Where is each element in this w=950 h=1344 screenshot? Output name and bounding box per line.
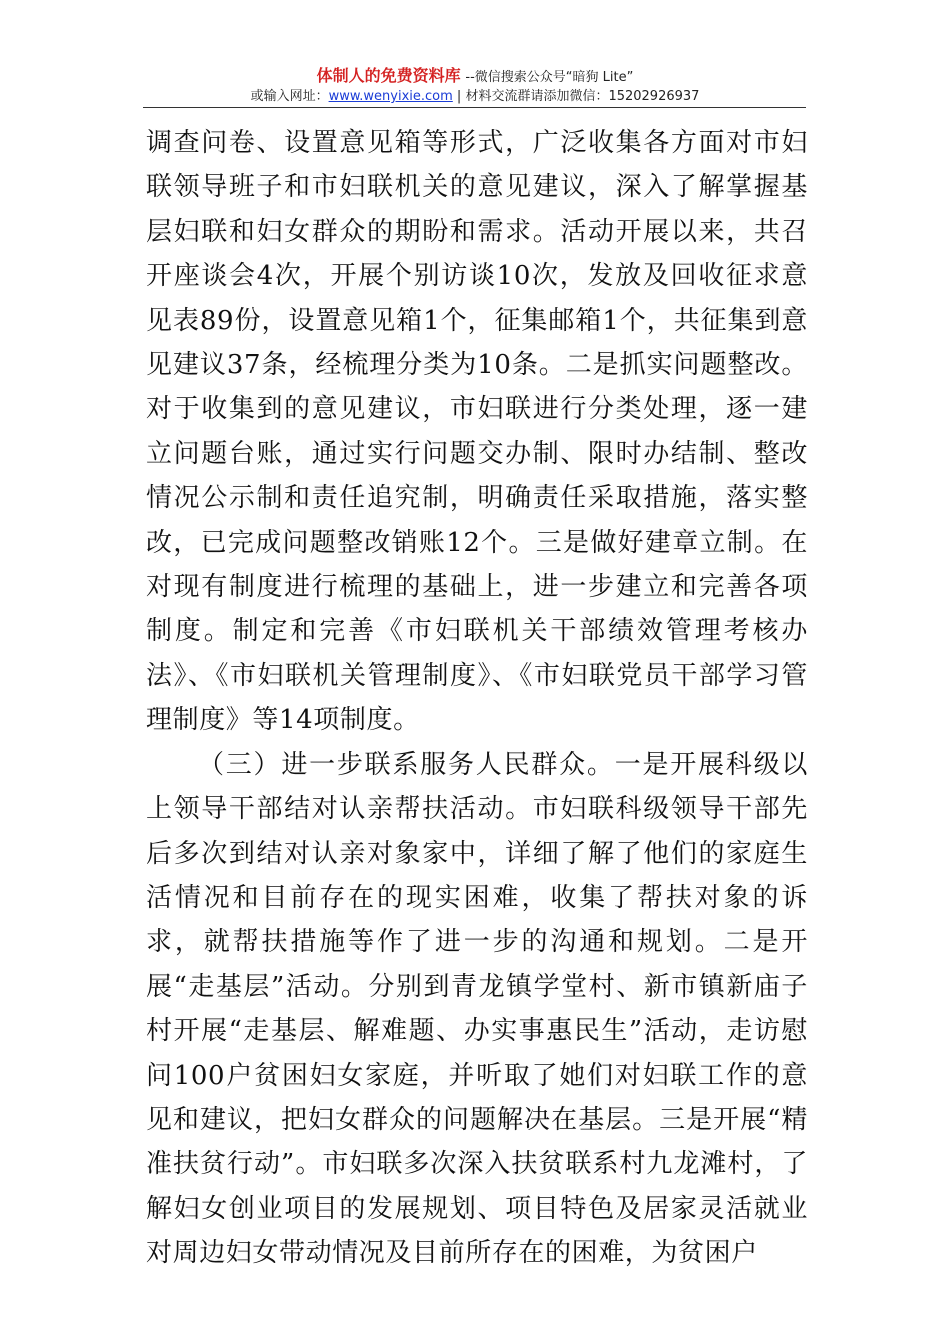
header-contact: | 材料交流群请添加微信：15202926937 [452, 89, 700, 104]
header-url-prefix: 或输入网址： [250, 89, 329, 104]
paragraph-continued: 调查问卷、设置意见箱等形式，广泛收集各方面对市妇联领导班子和市妇联机关的意见建议，深入了解掌握基层妇联和妇女群众的期盼和需求。活动开展以来，共召开座谈会4次，开展个别访谈10次，发放及回收征求意见表89份，设置意见箱1个，征集邮箱1个，共征集到意见建议37条，经梳理分类为10条。二是抓实问题整改。对于收集到的意见建议，市妇联进行分类处理，逐一建立问题台账，通过实行问题交办制、限时办结制、整改情况公示制和责任追究制，明确责任采取措施，落实整改，已完成问题整改销账12个。三是做好建章立制。在对现有制度进行梳理的基础上，进一步建立和完善各项制度。制定和完善《市妇联机关干部绩效管理考核办法》、《市妇联机关管理制度》、《市妇联党员干部学习管理制度》等14项制度。 [146, 128, 808, 736]
header-contact-line [0, 88, 950, 106]
header-divider [143, 107, 806, 108]
paragraph-section-three: （三）进一步联系服务人民群众。一是开展科级以上领导干部结对认亲帮扶活动。市妇联科级领导干部先后多次到结对认亲对象家中，详细了解了他们的家庭生活情况和目前存在的现实困难，收集了帮扶对象的诉求，就帮扶措施等作了进一步的沟通和规划。二是开展“走基层”活动。分别到青龙镇学堂村、新市镇新庙子村开展“走基层、解难题、办实事惠民生”活动，走访慰问100户贫困妇女家庭，并听取了她们对妇联工作的意见和建议，把妇女群众的问题解决在基层。三是开展“精准扶贫行动”。市妇联多次深入扶贫联系村九龙滩村，了解妇女创业项目的发展规划、项目特色及居家灵活就业对周边妇女带动情况及目前所存在的困难，为贫困户 [146, 749, 808, 1269]
header-tagline: --微信搜索公众号“暗狗 Lite” [465, 70, 634, 85]
header-title-line [0, 66, 950, 88]
document-body [146, 121, 808, 1276]
page-header [0, 66, 950, 106]
header-brand: 体制人的免费资料库 [316, 66, 461, 85]
header-url-link[interactable]: www.wenyixie.com [328, 89, 453, 104]
